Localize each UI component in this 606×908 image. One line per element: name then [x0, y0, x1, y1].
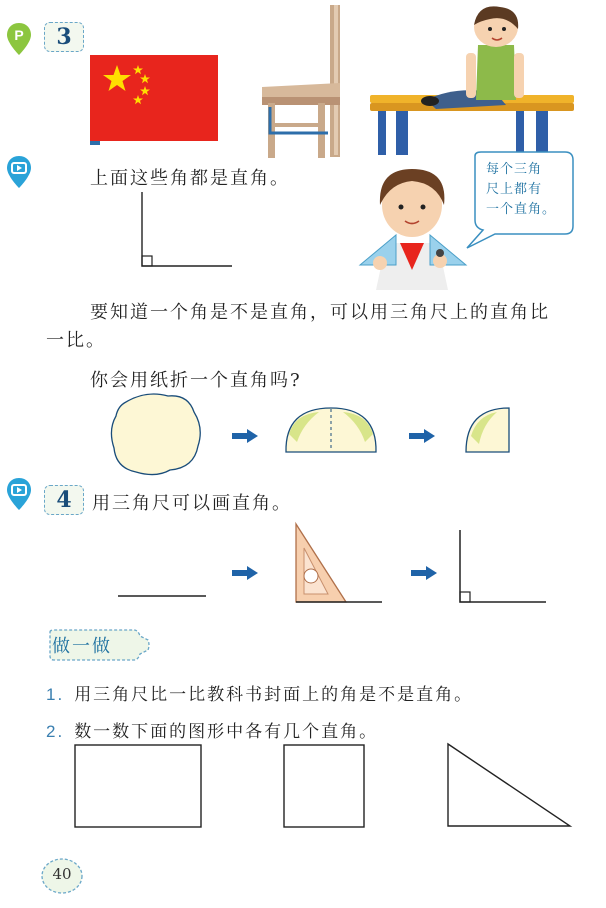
folded-quarter-figure — [463, 404, 513, 454]
arrow-right-icon — [407, 428, 437, 444]
paragraph-line: 要知道一个角是不是直角，可以用三角尺上的直角比 — [90, 302, 550, 323]
arrow-right-icon — [230, 565, 260, 581]
statement-text: 上面这些角都是直角。 — [90, 168, 290, 189]
question-text: 你会用纸折一个直角吗? — [90, 370, 302, 391]
drawn-right-angle-figure — [454, 528, 550, 606]
paragraph-line: 一比。 — [46, 330, 106, 351]
exercise-text: 用三角尺比一比教科书封面上的角是不是直角。 — [74, 685, 474, 705]
bubble-line: 尺上都有 — [486, 182, 543, 197]
arrow-right-icon — [409, 565, 439, 581]
arrow-right-icon — [230, 428, 260, 444]
right-triangle-shape — [444, 740, 574, 830]
chair-image — [258, 5, 348, 160]
page-number: 40 — [52, 865, 72, 883]
triangle-ruler-drawing-figure — [290, 520, 386, 606]
exercise-text: 数一数下面的图形中各有几个直角。 — [74, 722, 379, 742]
rectangle-shape — [72, 742, 204, 830]
line-segment-figure — [116, 590, 208, 602]
example-number-badge: 4 — [44, 485, 84, 515]
bubble-text — [486, 160, 566, 220]
boy-on-bench-image — [366, 5, 576, 160]
play-marker-icon — [6, 155, 32, 189]
exercise-item — [46, 717, 378, 742]
bubble-line: 一个直角。 — [486, 202, 557, 217]
boy-with-rulers-image — [356, 165, 471, 290]
folded-half-figure — [283, 404, 379, 454]
svg-text:P: P — [14, 27, 24, 43]
play-marker-icon — [6, 477, 32, 511]
p-icon — [6, 22, 32, 56]
exercise-number: 2. — [46, 722, 65, 741]
exercise-number: 1. — [46, 685, 65, 704]
square-shape — [281, 742, 367, 830]
practice-title: 做一做 — [52, 636, 112, 657]
exercise-item — [46, 680, 473, 705]
paper-blob-figure — [106, 390, 206, 480]
example-number-badge: 3 — [44, 22, 84, 52]
bubble-line: 每个三角 — [486, 162, 543, 177]
flag-image — [90, 55, 220, 145]
right-angle-figure — [138, 190, 238, 272]
example-text: 用三角尺可以画直角。 — [92, 493, 292, 514]
